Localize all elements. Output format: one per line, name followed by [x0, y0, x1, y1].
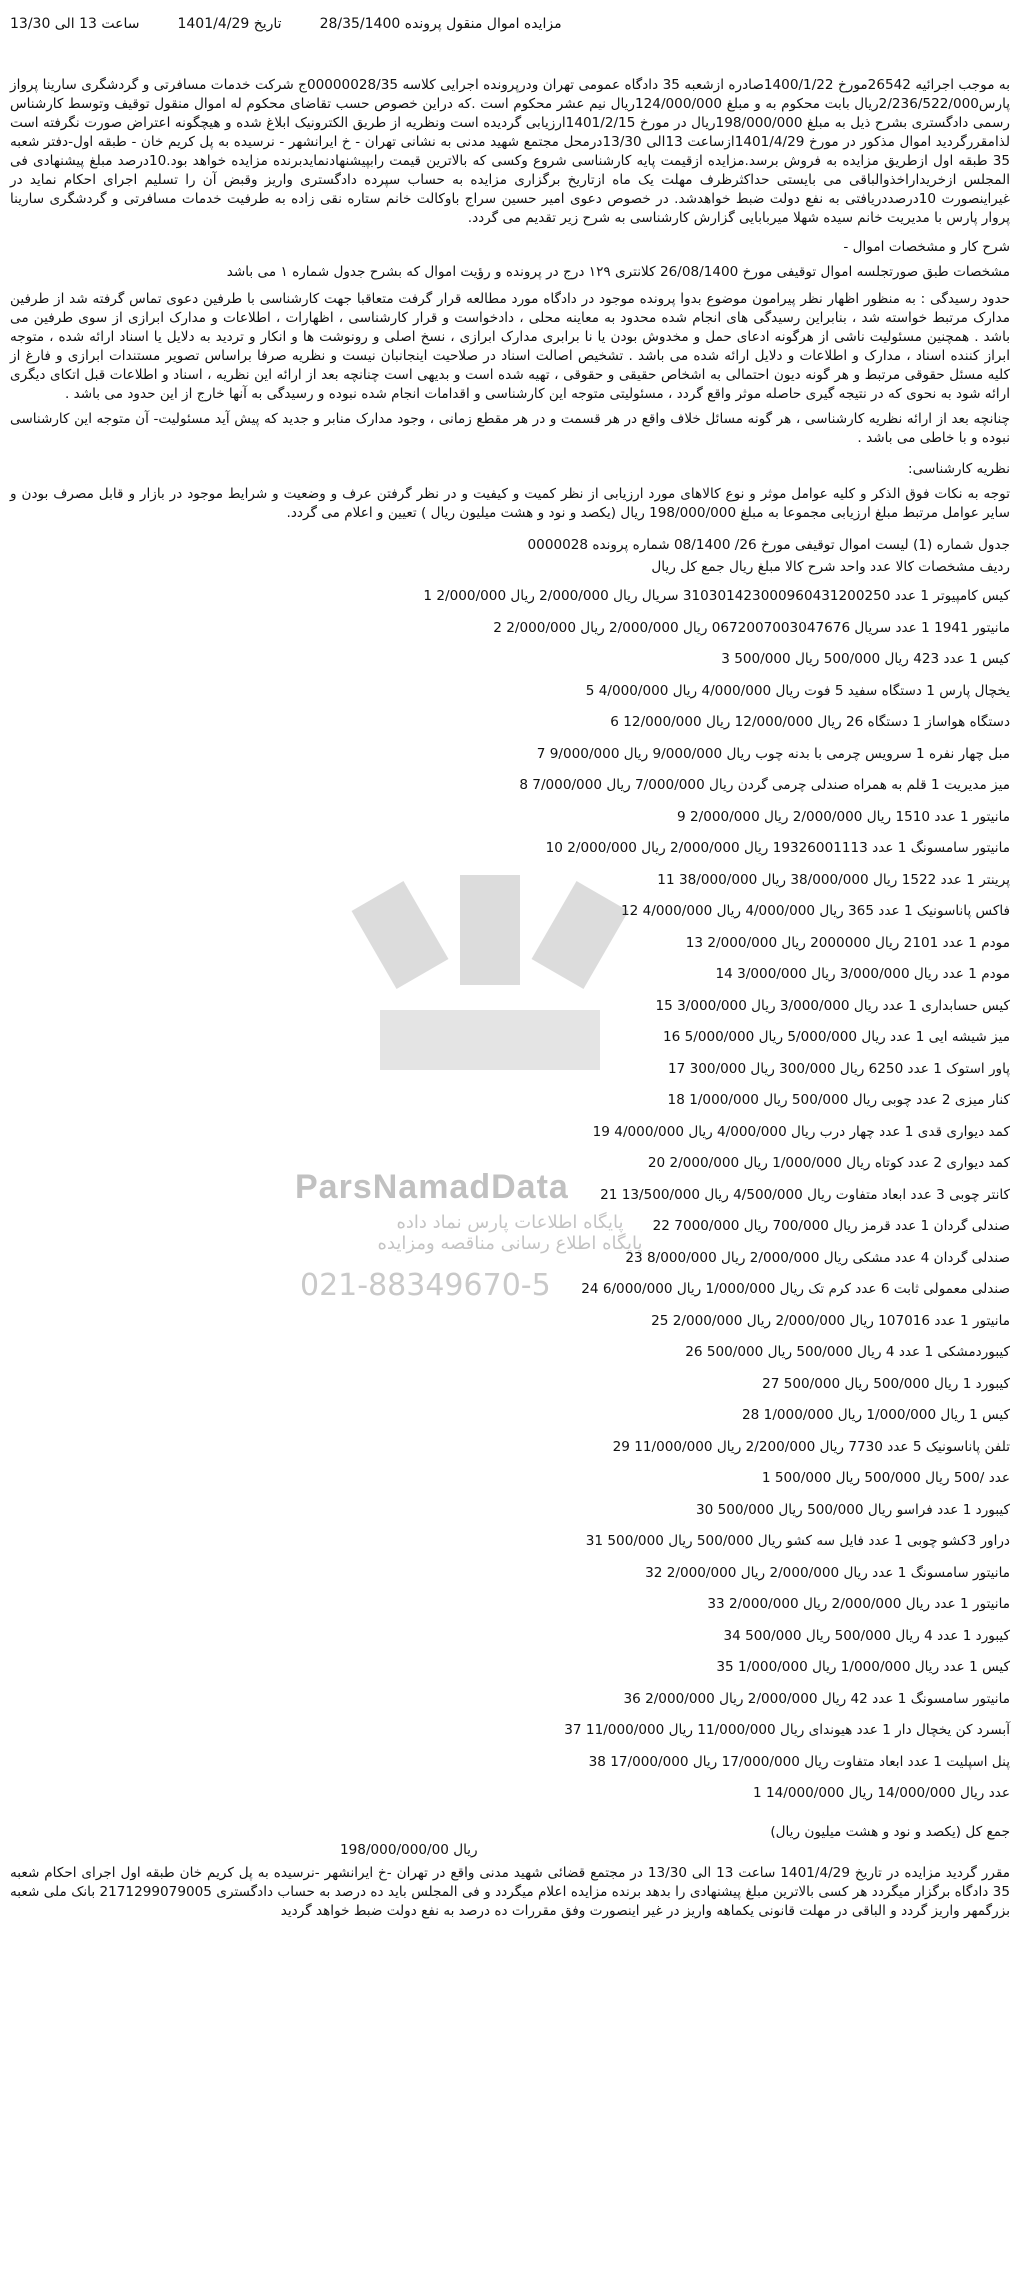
table-row: مانیتور سامسونگ 1 عدد 42 ریال 2/000/000 ریال 2/000/000 36: [623, 1690, 1010, 1707]
table-row: مودم 1 عدد 2101 ریال 2000000 ریال 2/000/000 13: [685, 934, 1010, 951]
table-row: مبل چهار نفره 1 سرویس چرمی با بدنه چوب ریال 9/000/000 ریال 9/000/000 7: [536, 745, 1010, 762]
table-row: کیبوردمشکی 1 عدد 4 ریال 500/000 ریال 500/000 26: [685, 1344, 1010, 1360]
table-row: صندلی گردان 1 عدد قرمز ریال 700/000 ریال 7000/000 22: [652, 1218, 1010, 1234]
table-row: کیس کامپیوتر 1 عدد 310301423000960431200250 سریال ریال 2/000/000 ریال 2/000/000 1: [423, 588, 1010, 604]
table-row: کیبورد 1 عدد فراسو ریال 500/000 ریال 500/000 30: [695, 1501, 1010, 1518]
table-row: تلفن پاناسونیک 5 عدد 7730 ریال 2/200/000 ریال 11/000/000 29: [612, 1438, 1010, 1455]
opinion-title: نظریه کارشناسی:: [908, 461, 1010, 477]
watermark-phone: 021-88349670-5: [300, 1268, 551, 1303]
table-row: مانیتور 1 عدد 1510 ریال 2/000/000 ریال 2/000/000 9: [677, 808, 1010, 825]
table-row: مانیتور سامسونگ 1 عدد ریال 2/000/000 ریال 2/000/000 32: [645, 1564, 1010, 1581]
table-row: مانیتور سامسونگ 1 عدد 19326001113 ریال 2/000/000 ریال 2/000/000 10: [545, 840, 1010, 856]
watermark-subtitle-2: پایگاه اطلاع رسانی مناقصه ومزایده: [377, 1233, 643, 1254]
table-title: جدول شماره (1) لیست اموال توقیفی مورخ 26/ 08/1400 شماره پرونده 0000028: [527, 537, 1010, 553]
watermark-subtitle: [300, 1212, 720, 1254]
table-row: کیس 1 عدد 423 ریال 500/000 ریال 500/000 3: [721, 651, 1010, 667]
table-row: فاکس پاناسونیک 1 عدد 365 ریال 4/000/000 ریال 4/000/000 12: [620, 903, 1010, 919]
table-row: کمد دیواری 2 عدد کوتاه ریال 1/000/000 ریال 2/000/000 20: [647, 1155, 1010, 1171]
table-row: دستگاه هواساز 1 دستگاه 26 ریال 12/000/000 ریال 12/000/000 6: [610, 714, 1010, 730]
table-headers: ردیف مشخصات کالا عدد واحد شرح کالا مبلغ ریال جمع کل ریال: [651, 559, 1010, 575]
table-row: کانتر چوبی 3 عدد ابعاد متفاوت ریال 4/500/000 ریال 13/500/000 21: [600, 1186, 1010, 1203]
table-row: عدد ریال 14/000/000 ریال 14/000/000 1: [752, 1785, 1010, 1801]
table-row: صندلی معمولی ثابت 6 عدد کرم تک ریال 1/000/000 ریال 6/000/000 24: [581, 1281, 1010, 1297]
table-row: کیس حسابداری 1 عدد ریال 3/000/000 ریال 3/000/000 15: [655, 997, 1010, 1014]
specs-line: مشخصات طبق صورتجلسه اموال توقیفی مورخ 26/08/1400 کلانتری ۱۲۹ درج در پرونده و رؤیت اموال که بشرح جدول شماره ۱ می باشد: [226, 264, 1010, 280]
table-row: مودم 1 عدد ریال 3/000/000 ریال 3/000/000 14: [715, 966, 1010, 982]
watermark-brand: ParsNamadData: [295, 1168, 569, 1206]
total-value: ریال 198/000/000/00: [340, 1841, 478, 1858]
table-row: یخچال پارس 1 دستگاه سفید 5 فوت ریال 4/000/000 ریال 4/000/000 5: [585, 682, 1010, 699]
table-row: کیبورد 1 عدد 4 ریال 500/000 ریال 500/000 34: [723, 1627, 1010, 1644]
table-row: آبسرد کن یخچال دار 1 عدد هیوندای ریال 11/000/000 ریال 11/000/000 37: [564, 1722, 1010, 1738]
table-row: دراور 3کشو چوبی 1 عدد فایل سه کشو ریال 500/000 ریال 500/000 31: [585, 1533, 1010, 1549]
header-date: تاریخ 1401/4/29: [177, 16, 282, 32]
table-row: میز مدیریت 1 قلم به همراه صندلی چرمی گردن ریال 7/000/000 ریال 7/000/000 8: [519, 777, 1010, 793]
table-row: عدد /500 ریال 500/000 ریال 500/000 1: [761, 1470, 1010, 1486]
table-row: مانیتور 1941 1 عدد سریال 0672007003047676 ریال 2/000/000 ریال 2/000/000 2: [493, 619, 1010, 636]
header-time: ساعت 13 الی 13/30: [10, 16, 140, 32]
table-row: پرینتر 1 عدد 1522 ریال 38/000/000 ریال 38/000/000 11: [657, 871, 1010, 888]
table-row: کیبورد 1 ریال 500/000 ریال 500/000 27: [762, 1375, 1010, 1392]
table-row: کیس 1 عدد ریال 1/000/000 ریال 1/000/000 35: [716, 1659, 1010, 1675]
total-label: جمع کل (یکصد و نود و هشت میلیون ریال): [770, 1823, 1010, 1840]
table-row: کنار میزی 2 عدد چوبی ریال 500/000 ریال 1/000/000 18: [667, 1092, 1010, 1108]
table-row: مانیتور 1 عدد 107016 ریال 2/000/000 ریال 2/000/000 25: [651, 1312, 1010, 1329]
table-row: صندلی گردان 4 عدد مشکی ریال 2/000/000 ریال 8/000/000 23: [625, 1249, 1010, 1266]
header-title: مزایده اموال منقول پرونده 28/35/1400: [319, 16, 562, 32]
table-row: کمد دیواری قدی 1 عدد چهار درب ریال 4/000/000 ریال 4/000/000 19: [592, 1123, 1010, 1140]
document-header: [10, 16, 1010, 32]
intro-paragraph: به موجب اجرائیه 26542مورخ 1400/1/22صادره ازشعبه 35 دادگاه عمومی تهران ودرپرونده اجرایی کلاسه 00000028/35ج شرکت خدمات مسافرتی و گردشگری سارینا پرواز پارس2/236/522/000ریال بابت محکوم به و مبلغ 124/000/000ریال نیم عشر محکوم است .که دراین خصوص حسب تقاضای محکوم له اموال منقول توقیف وتوسط کارشناس رسمی دادگستری بشرح ذیل به مبلغ 198/000/000ریال در مورخ 1401/2/15ارزیابی گردیده است ونظریه از طریق الکترونیک ابلاغ شده و هیچگونه اعتراض صورت نگرفته است لذامقررگردید اموال مذکور در مورخ 1401/4/29ازساعت 13الی 13/30درمحل مجتمع شهید مدنی به نشانی تهران - خ ایرانشهر - نرسیده به پل کریم خان - طبقه اول-دفتر شعبه 35 طبقه اول ازطریق مزایده به فروش برسد.مزایده ازقیمت پایه کارشناسی شروع وکسی که بالاترین قیمت رابپیشنهادنمایدبرنده مزایده خواهد بود.10درصد مبلغ پیشنهادی فی المجلس ازخریداراخذوالباقی می بایستی حداکثرظرف مهلت یک ماه ازتاریخ برگزاری مزایده به حساب سپرده دادگستری واریز وقبض آن را تسلیم اجرای احکام نماید در غیراینصورت 10درصددریافتی به نفع دولت ضبط خواهدشد. در خصوص دعوی امیر حسین سراج باوکالت خانم ستاره نقی زاده به طرفیت خدمات مسافرتی و گردشگری سارینا پروار پارس با مدیریت خانم سیده شهلا میربابایی گزارش کارشناسی به شرح زیر تقدیم می گردد.: [10, 77, 1011, 226]
watermark-subtitle-1: پایگاه اطلاعات پارس نماد داده: [396, 1212, 624, 1233]
table-row: مانیتور 1 عدد ریال 2/000/000 ریال 2/000/000 33: [707, 1596, 1010, 1612]
closing-paragraph: مقرر گردید مزایده در تاریخ 1401/4/29 ساعت 13 الی 13/30 در مجتمع قضائی شهید مدنی واقع در تهران -خ ایرانشهر -نرسیده به پل کریم خان طبقه اول اجرای احکام شعبه 35 دادگاه برگزار میگردد هر کسی بالاترین مبلغ پیشنهادی را بدهد برنده مزایده اعلام میگردد و فی المجلس باید ده درصد به حساب دادگستری 2171299079005 بانک ملی شعبه بزرگمهر واریز گردد و الباقی در مهلت قانونی یکماهه واریز در غیر اینصورت وفق مقررات ده درصد به نفع دولت ضبط خواهد گردید: [10, 1864, 1010, 1919]
table-row: میز شیشه ایی 1 عدد ریال 5/000/000 ریال 5/000/000 16: [662, 1029, 1010, 1045]
section-title: شرح کار و مشخصات اموال -: [843, 239, 1010, 255]
opinion-paragraph: توجه به نکات فوق الذکر و کلیه عوامل موثر و نوع کالاهای مورد ارزیابی از نظر کمیت و کیفیت و در نظر گرفتن عرف و وضعیت و شرایط موجود در بازار و قابل مصرف بودن و سایر عوامل مرتبط مبلغ ارزیابی مجموعا به مبلغ 198/000/000 ریال (یکصد و نود و هشت میلیون ریال ) تعیین و اعلام می گردد.: [10, 486, 1010, 521]
scope-paragraph: حدود رسیدگی : به منظور اظهار نظر پیرامون موضوع بدوا پرونده موجود در دادگاه مورد مطالعه قرار گرفت متعاقبا جهت کارشناسی با طرفین دعوی تماس گرفته شد از طرفین مدارک مرتبط خواسته شد ، بنابراین رسیدگی های انجام شده محدود به معاینه محلی ، دادخواست و قرار کارشناسی ، اظهارات ، اطلاعات و مدارک ابرازی از سوی طرفین می باشد . همچنین مسئولیت ناشی از هرگونه ادعای حمل و مخدوش بودن یا نا برابری مدارک ابرازی ، نسخ اصلی و رونوشت ها و انکار و تردید به دلایل یا اسناد ارائه شده ، متوجه ابراز کننده اسناد ، مدارک و اطلاعات و دلایل ارائه شده می باشد . تشخیص اصالت اسناد در صلاحیت اینجانبان نیست و نظریه صرفا براساس تصویر مستندات ابرازی و فارغ از کلیه مسئل حقوقی مرتبط و هر گونه دیون احتمالی به اشخاص حقیقی و حقوقی ، تهیه شده است و بدیهی است چنانچه بعد از ارائه این نظریه ، اسناد و اطلاعات قبل اتکای دیگری ارائه شود به نحوی که در نتیجه گیری حاصله موثر واقع گردد ، مسئولیتی متوجه این کارشناسی و اقدامات انجام شده نبوده و رسیدگی به آنها خارج از این حدود می باشد .: [10, 291, 1010, 402]
table-row: پاور استوک 1 عدد 6250 ریال 300/000 ریال 300/000 17: [667, 1060, 1010, 1077]
disclaimer-paragraph: چنانچه بعد از ارائه نظریه کارشناسی ، هر گونه مسائل خلاف واقع در هر قسمت و در هر مقطع زمانی ، وجود مدارک منابر و جدید که پیش آید مسئولیت- آن متوجه این کارشناسی نبوده و با خاطی می باشد .: [10, 411, 1010, 446]
table-row: پنل اسپلیت 1 عدد ابعاد متفاوت ریال 17/000/000 ریال 17/000/000 38: [588, 1753, 1010, 1770]
table-row: کیس 1 ریال 1/000/000 ریال 1/000/000 28: [742, 1407, 1010, 1423]
